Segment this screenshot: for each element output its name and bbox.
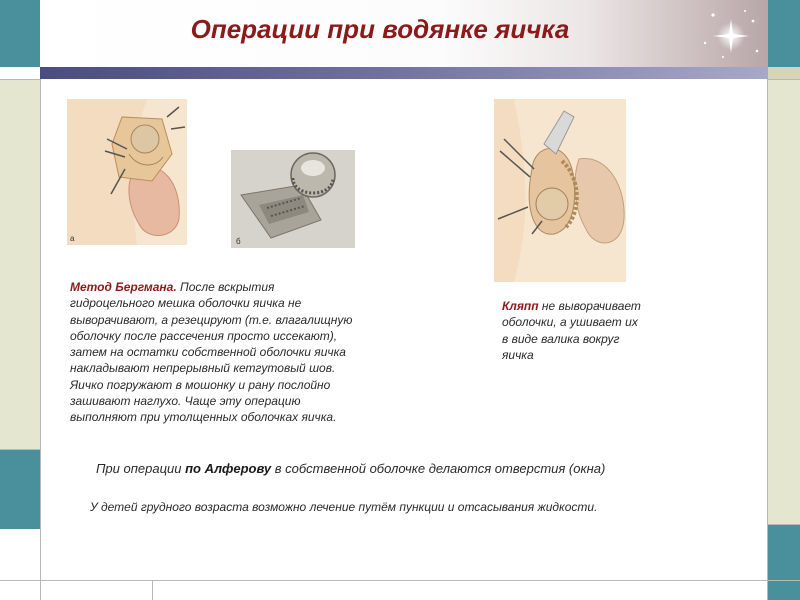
frame-line: [768, 79, 800, 80]
alferov-name: по Алферову: [185, 461, 272, 476]
frame-block: [0, 0, 40, 67]
bergmann-description: [70, 279, 352, 426]
frame-line: [0, 79, 40, 80]
illustration-klapp: [494, 99, 626, 282]
frame-line: [768, 524, 800, 525]
bergmann-line: Метод Бергмана. После вскрытия: [70, 280, 275, 294]
illustration-label: б: [236, 237, 241, 246]
frame-block: [0, 449, 40, 529]
alferov-note: При операции по Алферову в собственной оболочке делаются отверстия (окна): [96, 461, 606, 476]
bergmann-line: Яичко погружают в мошонку и рану послойно: [70, 377, 331, 392]
frame-line: [152, 580, 153, 600]
frame-line: [0, 449, 40, 450]
frame-block: [0, 79, 40, 449]
slide-title: Операции при водянке яичка: [190, 14, 570, 44]
frame-block: [768, 79, 800, 524]
infants-note: У детей грудного возраста возможно лечение путём пункции и отсасывания жидкости.: [90, 500, 598, 514]
bergmann-line: оболочку после рассечения просто иссекают),: [70, 328, 338, 343]
bergmann-line: выполняют при утолщенных оболочках яичка.: [70, 410, 337, 425]
illustration-label: а: [70, 234, 75, 243]
illustration-bergmann-a: [67, 99, 187, 245]
illustration-bergmann-b: [231, 150, 355, 248]
klapp-line: Кляпп не выворачивает: [502, 299, 641, 313]
klapp-line: оболочки, а ушивает их: [502, 315, 638, 330]
klapp-description: [502, 298, 641, 363]
frame-line: [40, 0, 41, 600]
sparkle-decoration: [693, 3, 768, 65]
ribbon-end: [768, 67, 800, 79]
bergmann-line: накладывают непрерывный кетгутовый шов.: [70, 361, 336, 376]
bergmann-line: выворачивают, а резецируют (т.е. влагалищную: [70, 312, 353, 327]
klapp-heading: Кляпп: [502, 299, 539, 313]
bergmann-line: затем на остатки собственной оболочки яичка: [70, 345, 346, 360]
frame-line: [767, 0, 768, 600]
klapp-line: яичка: [502, 347, 534, 362]
klapp-line: в виде валика вокруг: [502, 331, 620, 346]
frame-line: [0, 580, 800, 581]
frame-block: [768, 0, 800, 67]
bergmann-heading: Метод Бергмана.: [70, 280, 177, 294]
bergmann-line: зашивают наглухо. Чаще эту операцию: [70, 394, 301, 409]
title-ribbon: [40, 67, 768, 79]
frame-block: [768, 524, 800, 600]
bergmann-line: гидроцельного мешка оболочки яичка не: [70, 296, 302, 311]
